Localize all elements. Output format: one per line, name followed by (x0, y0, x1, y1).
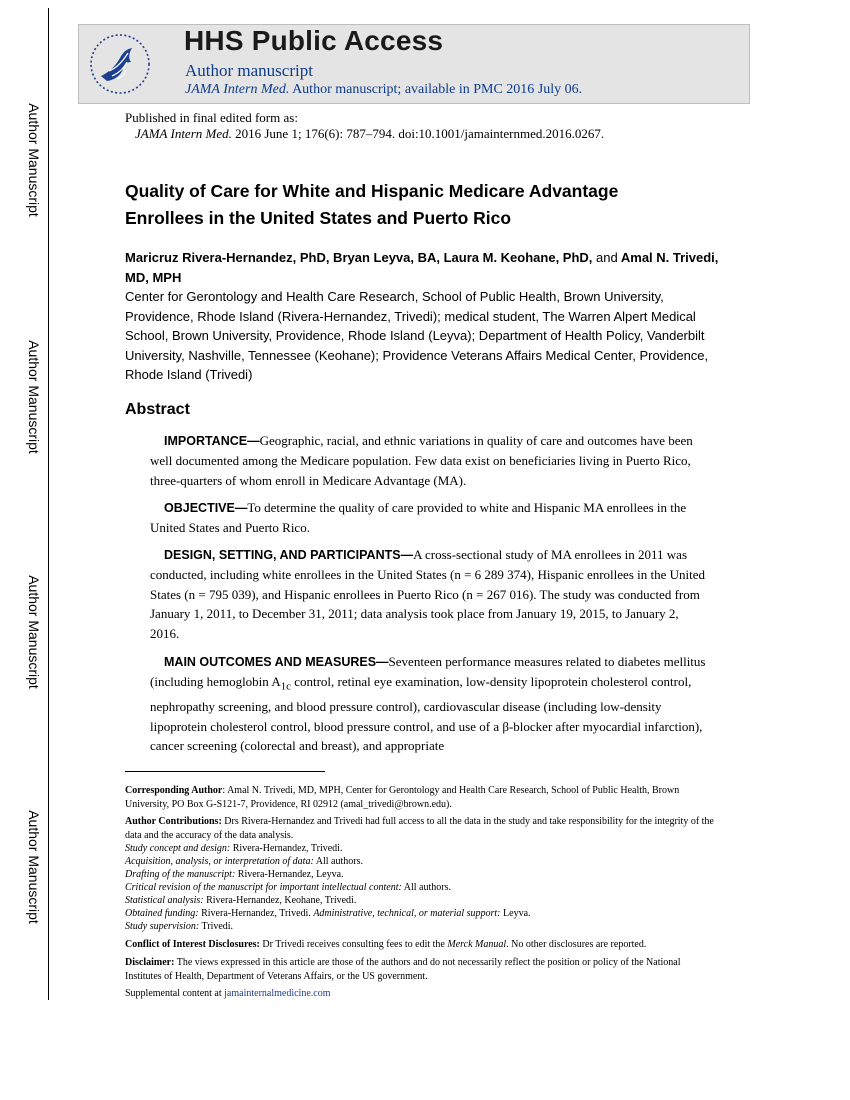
footnote-statistical: Statistical analysis: Rivera-Hernandez, Keohane, Trivedi. (125, 895, 357, 906)
footnote-rule (125, 771, 325, 772)
footnote-conflict: Conflict of Interest Disclosures: Dr Trivedi receives consulting fees to edit the Merck Manual. No other disclosures are reported. (125, 939, 647, 950)
published-in (125, 110, 604, 142)
footnote-study-concept: Study concept and design: Rivera-Hernandez, Trivedi. (125, 843, 343, 854)
hhs-eagle-logo-icon (87, 31, 153, 97)
abstract-objective: OBJECTIVE—To determine the quality of care provided to white and Hispanic MA enrollees in the United States and Puerto Rico. (150, 500, 687, 536)
hhs-header (78, 24, 750, 104)
side-label: Author Manuscript (26, 103, 42, 217)
footnote-funding: Obtained funding: Rivera-Hernandez, Trivedi. Administrative, technical, or material support: Leyva. (125, 908, 531, 919)
author-list: Maricruz Rivera-Hernandez, PhD, Bryan Leyva, BA, Laura M. Keohane, PhD, and Amal N. Trivedi, MD, MPH (125, 250, 719, 285)
margin-rule (48, 8, 49, 1000)
published-label: Published in final edited form as: (125, 110, 298, 125)
footnote-contributions: Author Contributions: Drs Rivera-Hernandez and Trivedi had full access to all the data in the study and take responsibility for the integrity of the data and the accuracy of the data analysis. (125, 816, 714, 841)
abstract-importance: IMPORTANCE—Geographic, racial, and ethnic variations in quality of care and outcomes have been well documented among the Medicare population. Few data exist on beneficiaries living in Puerto Rico, three-quarters of whom enroll in Medicare Advantage (MA). (150, 433, 693, 488)
header-subtitle: Author manuscript (185, 61, 313, 80)
header-citation: JAMA Intern Med. Author manuscript; available in PMC 2016 July 06. (185, 82, 583, 97)
abstract-outcomes: MAIN OUTCOMES AND MEASURES—Seventeen performance measures related to diabetes mellitus (including hemoglobin $A_{1c}$ control, retinal eye examination, low-density lipoprotein cholesterol control, nephropathy screening, and blood pressure control), cardiovascular disease (including low-density lipoprotein cholesterol control, blood pressure control, and use of a β-blocker after myocardial infarction), cancer screening (colorectal and breast), and appropriate (150, 654, 706, 754)
affiliations: Center for Gerontology and Health Care Research, School of Public Health, Brown University, Providence, Rhode Island (Rivera-Hernandez, Trivedi); medical student, The Warren Alpert Medical School, Brown University, Providence, Rhode Island (Leyva); Department of Health Policy, Vanderbilt University, Nashville, Tennessee (Keohane); Providence Veterans Affairs Medical Center, Providence, Rhode Island (Trivedi) (125, 289, 709, 383)
supplemental-link[interactable]: jamainternalmedicine.com (224, 988, 331, 999)
side-label: Author Manuscript (26, 810, 42, 924)
paper-title: Quality of Care for White and Hispanic Medicare Advantage Enrollees in the United States and Puerto Rico (125, 181, 619, 228)
footnote-corresponding: Corresponding Author: Amal N. Trivedi, MD, MPH, Center for Gerontology and Health Care Research, School of Public Health, Brown University, PO Box G-S121-7, Providence, RI 02912 (amal_trivedi@brown.edu). (125, 785, 680, 810)
footnote-critical-revision: Critical revision of the manuscript for important intellectual content: All authors. (125, 882, 451, 893)
footnote-supplemental: Supplemental content at jamainternalmedicine.com (125, 988, 331, 999)
abstract-heading: Abstract (125, 401, 190, 418)
footnote-acquisition: Acquisition, analysis, or interpretation of data: All authors. (125, 856, 363, 867)
side-label: Author Manuscript (26, 575, 42, 689)
footnote-drafting: Drafting of the manuscript: Rivera-Hernandez, Leyva. (125, 869, 344, 880)
footnote-disclaimer: Disclaimer: The views expressed in this article are those of the authors and do not necessarily reflect the position or policy of the National Institutes of Health, Department of Veterans Affairs, or the US government. (125, 957, 681, 982)
abstract-design: DESIGN, SETTING, AND PARTICIPANTS—A cross-sectional study of MA enrollees in 2011 was conducted, including white enrollees in the United States (n = 6 289 374), Hispanic enrollees in the United States (n = 795 039), and Hispanic enrollees in Puerto Rico (n = 267 016). The study was conducted from January 1, 2011, to December 31, 2011; data analysis took place from January 19, 2015, to January 2, 2016. (150, 547, 706, 641)
side-label: Author Manuscript (26, 340, 42, 454)
footnote-supervision: Study supervision: Trivedi. (125, 921, 234, 932)
published-citation: JAMA Intern Med. 2016 June 1; 176(6): 787–794. doi:10.1001/jamainternmed.2016.0267. (135, 126, 605, 141)
header-title: HHS Public Access (184, 25, 444, 56)
